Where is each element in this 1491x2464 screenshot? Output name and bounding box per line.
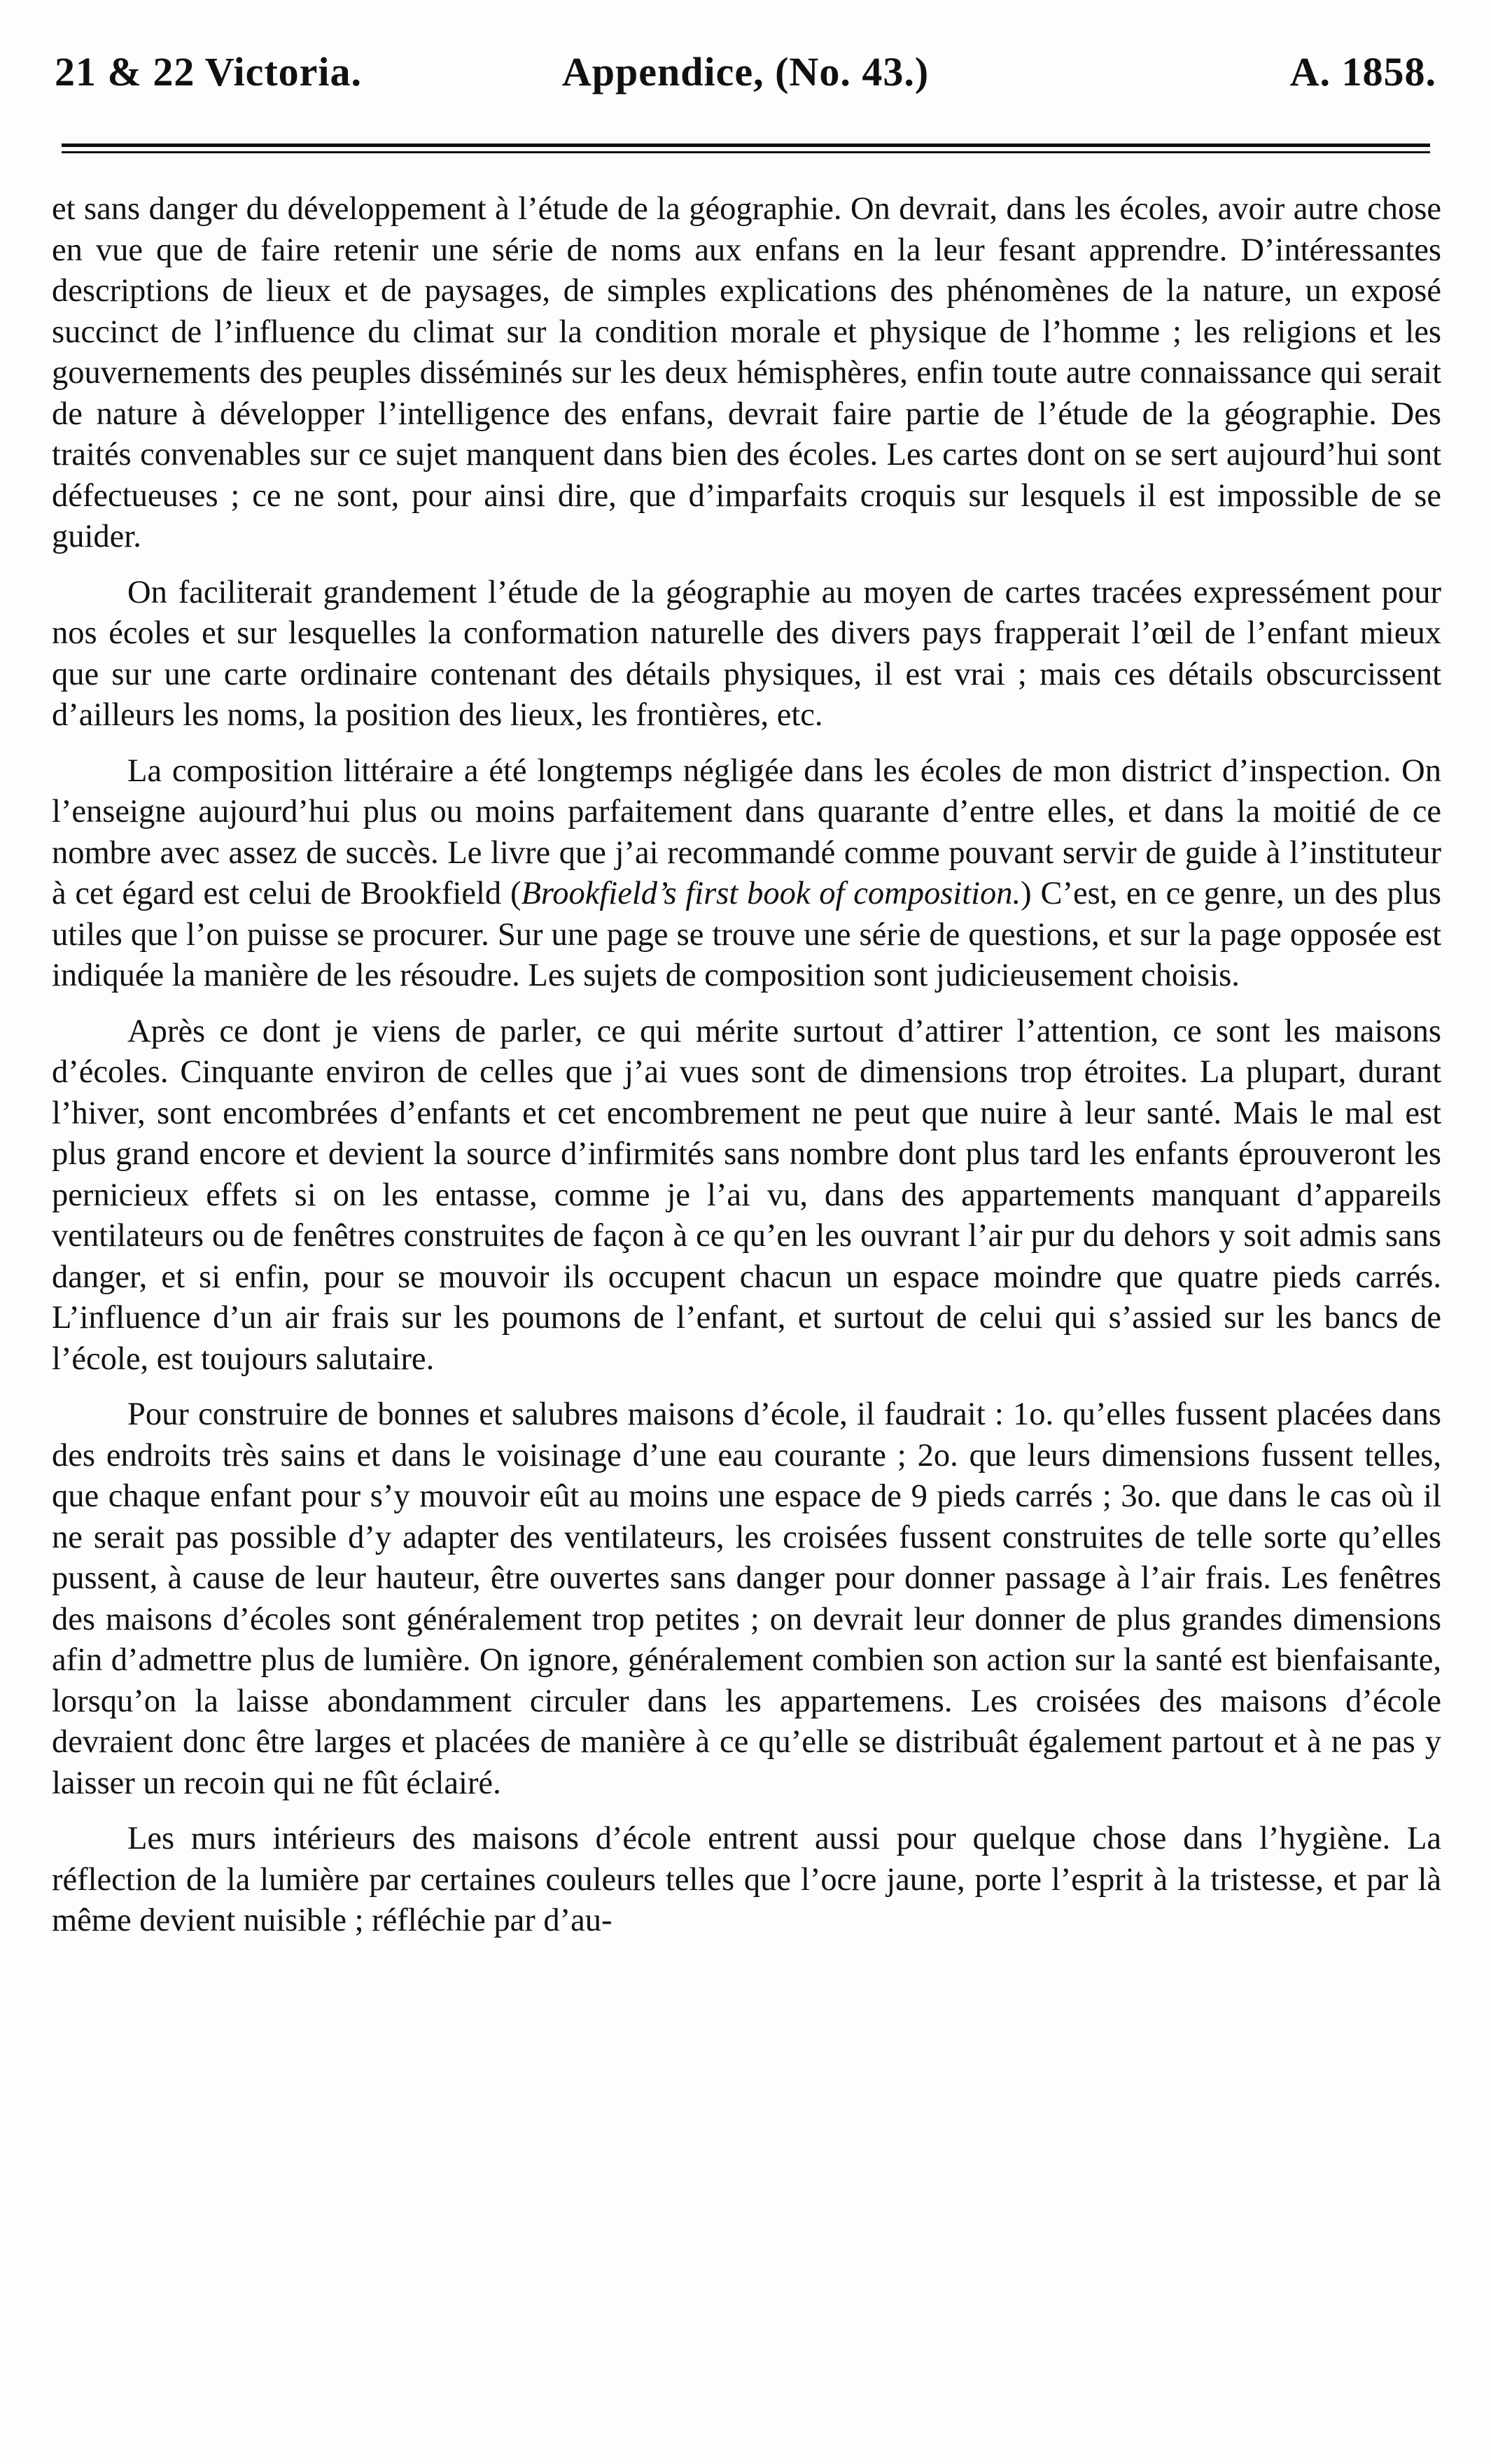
paragraph-composition-text-before: La composition littéraire a été longtemps négligée dans les écoles de mon district d’inspection. On l’enseigne aujourd’hui plus ou moins parfaitement dans quarante d’entre elles, et dans la moitié de ce nombre avec assez de succès. Le livre que j’ai recommandé comme pouvant servir de guide à l’instituteur à cet égard est celui de Brookfield ( xyxy=(52,752,1441,911)
paragraph-interior-walls: Les murs intérieurs des maisons d’école entrent aussi pour quelque chose dans l’hygiène. La réflection de la lumière par certaines couleurs telles que l’ocre jaune, porte l’esprit à la tristesse, et par là même devient nuisible ; réfléchie par d’au- xyxy=(52,1821,1441,1938)
body-text xyxy=(52,189,1441,1942)
header-rule-thin xyxy=(62,151,1430,153)
header-right: A. 1858. xyxy=(1289,49,1436,94)
book-title-italic: Brookfield’s first book of composition. xyxy=(521,876,1021,911)
paragraph-continuation: et sans danger du développement à l’étude de la géographie. On devrait, dans les écoles, avoir autre chose en vue que de faire retenir une série de noms aux enfans en la leur fesant apprendre. D’intéressantes descriptions de lieux et de paysages, de simples explications des phénomènes de la nature, un exposé succinct de l’influence du climat sur la condition morale et physique de l’homme ; les religions et les gouvernements des peuples disséminés sur les deux hémisphères, enfin toute autre connaissance qui serait de nature à développer l’intelligence des enfans, devrait faire partie de l’étude de la géographie. Des traités convenables sur ce sujet manquent dans bien des écoles. Les cartes dont on se sert aujourd’hui sont défectueuses ; ce ne sont, pour ainsi dire, que d’imparfaits croquis sur lesquels il est impossible de se guider. xyxy=(52,191,1441,554)
running-header xyxy=(55,41,1436,104)
header-rule-thick xyxy=(62,144,1430,147)
paragraph-composition-text-after: ) C’est, en ce genre, un des plus utiles que l’on puisse se procurer. Sur une page se trouve une série de questions, et sur la page opposée est indiquée la manière de les résoudre. Les sujets de composition sont judicieusement choisis. xyxy=(52,876,1441,993)
header-center: Appendice, (No. 43.) xyxy=(561,49,930,94)
paragraph-school-houses: Après ce dont je viens de parler, ce qui mérite surtout d’attirer l’attention, ce sont les maisons d’écoles. Cinquante environ de celles que j’ai vues sont de dimensions trop étroites. La plupart, durant l’hiver, sont encombrées d’enfants et cet encombrement ne peut que nuire à leur santé. Mais le mal est plus grand encore et devient la source d’infirmités sans nombre dont plus tard les enfants éprouveront les pernicieux effets si on les entasse, comme je l’ai vu, dans des appartements manquant d’appareils ventilateurs ou de fenêtres construites de façon à ce qu’en les ouvrant l’air pur du dehors y soit admis sans danger, et si enfin, pour se mouvoir ils occupent chacun un espace moindre que quatre pieds carrés. L’influence d’un air frais sur les poumons de l’enfant, et surtout de celui qui s’assied sur les bancs de l’école, est toujours salutaire. xyxy=(52,1013,1441,1377)
paragraph-geography-maps: On faciliterait grandement l’étude de la géographie au moyen de cartes tracées expressément pour nos écoles et sur lesquelles la conformation naturelle des divers pays frapperait l’œil de l’enfant mieux que sur une carte ordinaire contenant des détails physiques, il est vrai ; mais ces détails obscurcissent d’ailleurs les noms, la position des lieux, les frontières, etc. xyxy=(52,574,1441,733)
paragraph-construction: Pour construire de bonnes et salubres maisons d’école, il faudrait : 1o. qu’elles fussent placées dans des endroits très sains et dans le voisinage d’une eau courante ; 2o. que leurs dimensions fussent telles, que chaque enfant pour s’y mouvoir eût au moins une espace de 9 pieds carrés ; 3o. que dans le cas où il ne serait pas possible d’y adapter des ventilateurs, les croisées fussent construites de telle sorte qu’elles pussent, à cause de leur hauteur, être ouvertes sans danger pour donner passage à l’air frais. Les fenêtres des maisons d’écoles sont généralement trop petites ; on devrait leur donner de plus grandes dimensions afin d’admettre plus de lumière. On ignore, généralement combien son action sur la santé est bienfaisante, lorsqu’on la laisse abondamment circuler dans les appartemens. Les croisées des maisons d’école devraient donc être larges et placées de manière à ce qu’elle se distribuât également partout et à ne pas y laisser un recoin qui ne fût éclairé. xyxy=(52,1396,1441,1801)
paragraph-composition xyxy=(52,751,1441,997)
header-left: 21 & 22 Victoria. xyxy=(55,49,363,94)
